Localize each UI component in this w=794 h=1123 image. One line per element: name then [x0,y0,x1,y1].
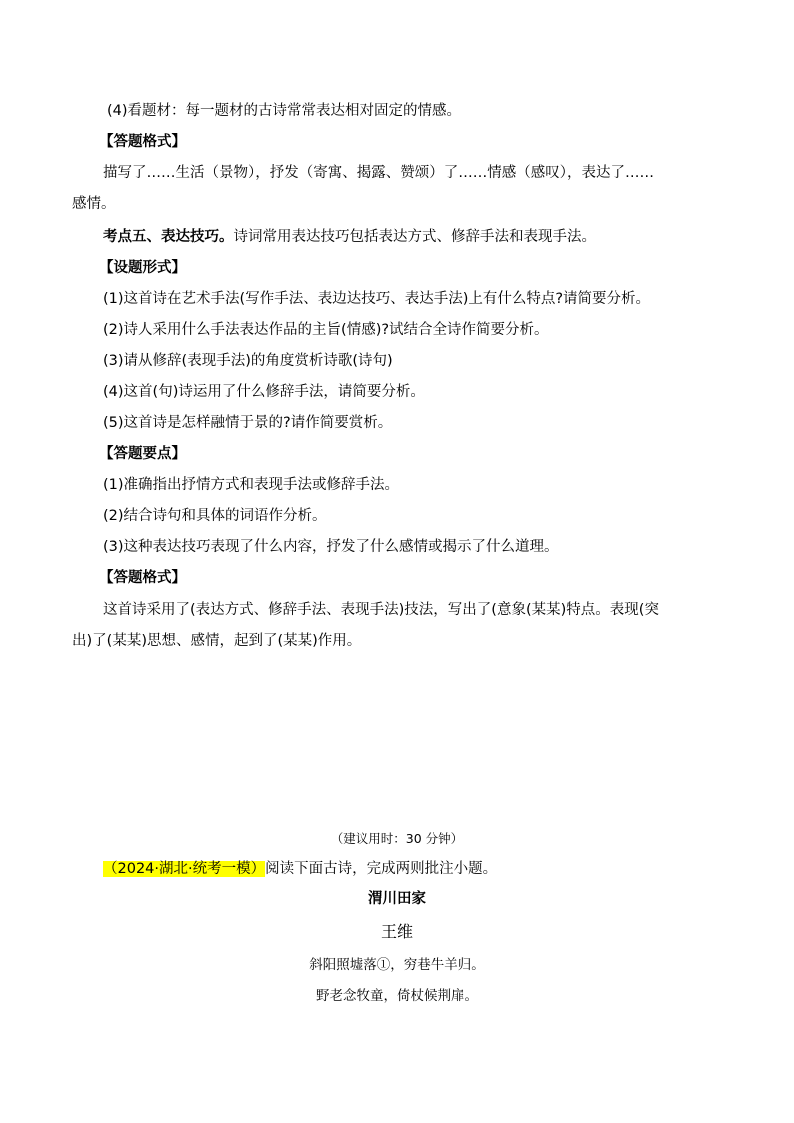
section1-format-line1: 描写了……生活（景物），抒发（寄寓、揭露、赞颂）了……情感（感叹），表达了…… [103,165,654,181]
section2-format-line2: 出)了(某某)思想、感情，起到了(某某)作用。 [72,633,362,649]
section1-item4: (4)看题材：每一题材的古诗常常表达相对固定的情感。 [107,103,462,119]
section2-format-line1: 这首诗采用了(表达方式、修辞手法、表现手法)技法，写出了(意象(某某)特点。表现(突 [103,602,659,618]
suggested-time: （建议用时：30 分钟） [330,831,464,846]
section2-format-heading: 【答题格式】 [99,570,186,586]
question-item-2: (2)诗人采用什么手法表达作品的主旨(情感)?试结合全诗作简要分析。 [103,322,549,338]
point-item-1: (1)准确指出抒情方式和表现手法或修辞手法。 [103,477,400,493]
poem-author: 王维 [380,922,413,941]
poem-line-2: 野老念牧童，倚杖候荆扉。 [316,988,478,1004]
question-item-5: (5)这首诗是怎样融情于景的?请作简要赏析。 [103,415,393,431]
question-item-4: (4)这首(句)诗运用了什么修辞手法，请简要分析。 [103,384,425,400]
exercise-instruction-line [103,859,497,879]
question-item-3: (3)请从修辞(表现手法)的角度赏析诗歌(诗句) [103,353,393,369]
point-item-3: (3)这种表达技巧表现了什么内容，抒发了什么感情或揭示了什么道理。 [103,539,559,555]
section1-format-heading: 【答题格式】 [99,134,186,150]
point-item-2: (2)结合诗句和具体的词语作分析。 [103,508,327,524]
poem-title: 渭川田家 [368,891,426,907]
section2-title-rest: 诗词常用表达技巧包括表达方式、修辞手法和表现手法。 [233,229,596,245]
section1-format-line2: 感情。 [72,196,116,212]
section2-title-bold: 考点五、表达技巧。 [103,229,234,245]
section2-title [103,227,596,247]
section2-points-heading: 【答题要点】 [99,446,186,462]
section2-question-heading: 【设题形式】 [99,260,186,276]
poem-line-1: 斜阳照墟落①，穷巷牛羊归。 [309,957,485,973]
question-item-1: (1)这首诗在艺术手法(写作手法、表边达技巧、表达手法)上有什么特点?请简要分析。 [103,291,651,307]
source-tag-highlight: （2024·湖北·统考一模） [103,861,266,877]
exercise-instruction: 阅读下面古诗，完成两则批注小题。 [265,861,498,877]
